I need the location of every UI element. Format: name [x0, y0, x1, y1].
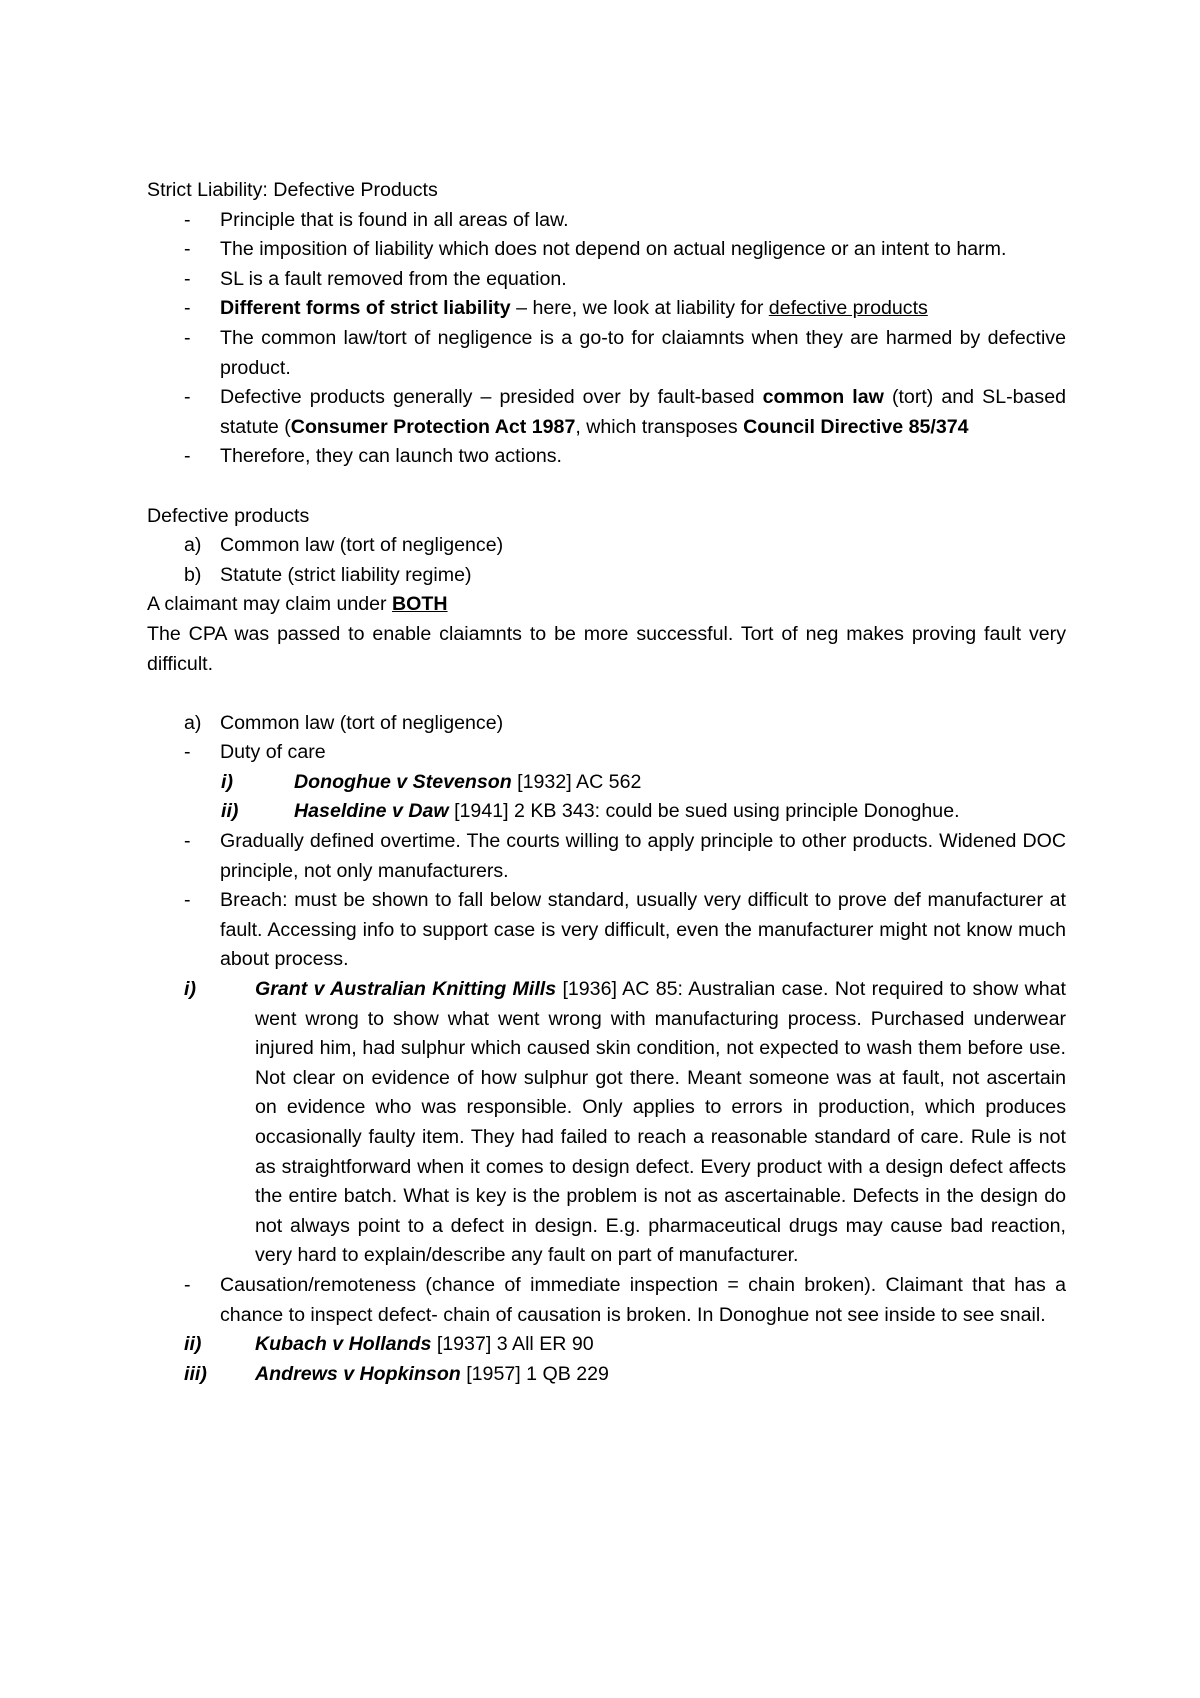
- bullet-gradually-defined: - Gradually defined overtime. The courts willing to apply principle to other products. Widened DOC principle, not only manufacturers.: [184, 830, 1066, 882]
- claim-both-line: A claimant may claim under BOTH: [147, 593, 448, 616]
- list-item-common-law: a) Common law (tort of negligence): [184, 534, 504, 557]
- bullet-different-forms: - Different forms of strict liability – here, we look at liability for defective products: [184, 297, 928, 320]
- case-haseldine: ii) Haseldine v Daw [1941] 2 KB 343: could be sued using principle Donoghue.: [221, 800, 960, 823]
- spacer: [147, 679, 1066, 709]
- cpa-paragraph: The CPA was passed to enable claiamnts to be more successful. Tort of neg makes proving fault very difficult.: [147, 622, 1066, 675]
- list-item-statute: b) Statute (strict liability regime): [184, 563, 472, 586]
- bullet-breach: - Breach: must be shown to fall below standard, usually very difficult to prove def manufacturer at fault. Accessing info to support case is very difficult, even the manufacturer might not know much about process.: [184, 889, 1066, 971]
- document-page: [147, 176, 1066, 1389]
- bullet-fault-removed: - SL is a fault removed from the equation.: [184, 267, 567, 290]
- spacer: [147, 472, 1066, 502]
- bullet-common-law-go-to: - The common law/tort of negligence is a go-to for claiamnts when they are harmed by defective product.: [184, 326, 1066, 379]
- case-andrews: iii) Andrews v Hopkinson [1957] 1 QB 229: [184, 1362, 609, 1385]
- heading-defective-products: Defective products: [147, 504, 310, 527]
- case-kubach: ii) Kubach v Hollands [1937] 3 All ER 90: [184, 1333, 594, 1356]
- bullet-imposition: - The imposition of liability which does not depend on actual negligence or an intent to harm.: [184, 238, 1007, 261]
- bullet-defective-generally: - Defective products generally – presided over by fault-based common law (tort) and SL-based statute (Consumer Protection Act 1987, which transposes Council Directive 85/374: [184, 386, 1067, 438]
- bullet-principle: - Principle that is found in all areas of law.: [184, 208, 569, 231]
- case-donoghue: i) Donoghue v Stevenson [1932] AC 562: [221, 770, 642, 793]
- bullet-two-actions: - Therefore, they can launch two actions.: [184, 445, 562, 468]
- bullet-causation: - Causation/remoteness (chance of immediate inspection = chain broken). Claimant that has a chance to inspect defect- chain of causation is broken. In Donoghue not see inside to see snail.: [184, 1273, 1066, 1326]
- list-item-common-law-section: a) Common law (tort of negligence): [184, 711, 504, 734]
- case-grant: i) Grant v Australian Knitting Mills [1936] AC 85: Australian case. Not required to show what went wrong to show what went wrong with manufacturing process. Purchased underwear injured him, had sulphur which caused skin condition, not expected to wash them before use. Not clear on evidence of how sulphur got there. Meant someone was at fault, not ascertain on evidence who was responsible. Only applies to errors in production, which produces occasionally faulty item. They had failed to reach a reasonable standard of care. Rule is not as straightforward when it comes to design defect. Every product with a design defect affects the entire batch. What is key is the problem is not as ascertainable. Defects in the design do not always point to a defect in design. E.g. pharmaceutical drugs may cause bad reaction, very hard to explain/describe any fault on part of manufacturer.: [184, 978, 1066, 1267]
- bullet-duty-of-care: - Duty of care: [184, 741, 326, 764]
- heading-strict-liability: Strict Liability: Defective Products: [147, 179, 438, 201]
